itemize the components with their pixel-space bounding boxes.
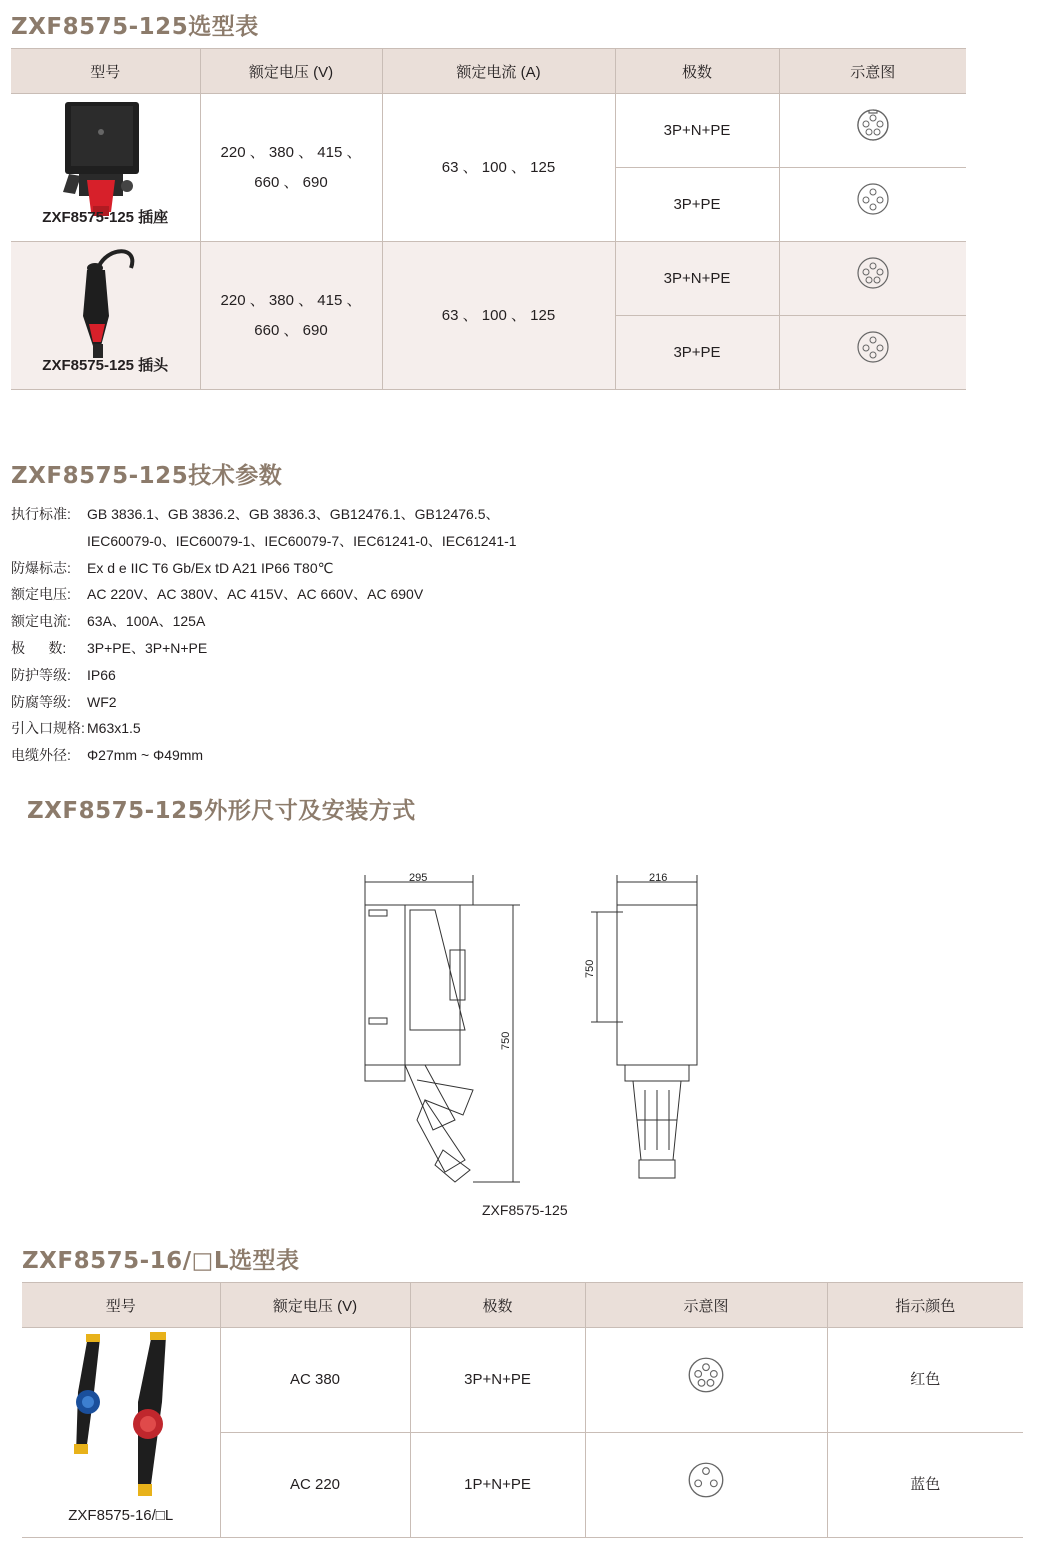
indicator-red: 红色 (827, 1328, 1023, 1433)
five-pin-diagram-icon (856, 108, 890, 142)
plug-current: 63 、 100 、 125 (382, 242, 615, 390)
dim-side-height: 750 (500, 1031, 512, 1050)
header-diagram: 示意图 (779, 49, 966, 94)
header-current: 额定电流 (A) (382, 49, 615, 94)
three-pin-diagram-icon (687, 1461, 725, 1499)
socket-voltage-line1: 220 、 380 、 415 、 (220, 143, 362, 161)
five-pin-diagram-icon (687, 1356, 725, 1394)
indicator-blue: 蓝色 (827, 1433, 1023, 1538)
plug-voltage-line2: 660 、 690 (254, 321, 328, 339)
spec-value: IEC60079-0、IEC60079-1、IEC60079-7、IEC61241-0、IEC61241-1 (87, 532, 517, 549)
plug-pin-diagram-5pin (779, 242, 966, 316)
spec-row (11, 689, 517, 716)
plug-pair-product-image (42, 1332, 202, 1507)
voltage-220: AC 220 (220, 1433, 410, 1538)
socket-voltage (200, 94, 382, 242)
socket-poles-1: 3P+N+PE (615, 94, 779, 168)
header-poles: 极数 (615, 49, 779, 94)
model-16-label: ZXF8575-16/□L (68, 1507, 174, 1524)
diagram-3pin-16 (585, 1433, 827, 1538)
socket-current: 63 、 100 、 125 (382, 94, 615, 242)
plug-pin-diagram-4pin (779, 316, 966, 390)
pin-diagram-4pin (779, 168, 966, 242)
spec-row (11, 555, 517, 582)
dim-front-mount: 750 (584, 959, 596, 978)
section3-title: ZXF8575-125外形尺寸及安装方式 (27, 798, 416, 824)
selection-table-16 (22, 1282, 1023, 1538)
spec-label: 电缆外径: (11, 747, 71, 764)
spec-value: 3P+PE、3P+N+PE (87, 639, 208, 656)
four-pin-diagram-icon (856, 182, 890, 216)
product-socket-cell (11, 94, 200, 242)
voltage-380: AC 380 (220, 1328, 410, 1433)
spec-label: 引入口规格: (11, 720, 85, 737)
tech-specs-list (11, 501, 517, 769)
poles-3pnpe: 3P+N+PE (410, 1328, 585, 1433)
dim-side-width: 295 (409, 872, 428, 884)
dim-front-width: 216 (649, 872, 668, 884)
socket-poles-2: 3P+PE (615, 168, 779, 242)
spec-value: AC 220V、AC 380V、AC 415V、AC 660V、AC 690V (87, 586, 424, 603)
spec-label: 防护等级: (11, 666, 71, 683)
header-diagram: 示意图 (585, 1283, 827, 1328)
spec-value: Φ27mm ~ Φ49mm (87, 747, 204, 764)
spec-label: 额定电流: (11, 613, 71, 630)
diagram-5pin-16 (585, 1328, 827, 1433)
plug-voltage (200, 242, 382, 390)
plug-poles-1: 3P+N+PE (615, 242, 779, 316)
spec-label: 防爆标志: (11, 559, 71, 576)
header-poles: 极数 (410, 1283, 585, 1328)
section2-title: ZXF8575-125技术参数 (11, 463, 283, 489)
plug-poles-2: 3P+PE (615, 316, 779, 390)
socket-model-label: ZXF8575-125 插座 (42, 209, 169, 226)
section1-title: ZXF8575-125选型表 (11, 14, 259, 40)
spec-label: 额定电压: (11, 586, 71, 603)
header-model: 型号 (11, 49, 200, 94)
selection-table-125 (11, 48, 966, 390)
spec-value: 63A、100A、125A (87, 613, 206, 630)
dimension-drawing (355, 860, 735, 1190)
poles-1pnpe: 1P+N+PE (410, 1433, 585, 1538)
spec-label: 极 数: (11, 639, 67, 656)
spec-row (11, 528, 517, 555)
spec-value: Ex d e IIC T6 Gb/Ex tD A21 IP66 T80℃ (87, 559, 334, 576)
header-voltage: 额定电压 (V) (200, 49, 382, 94)
header-model: 型号 (22, 1283, 220, 1328)
plug-model-label: ZXF8575-125 插头 (42, 357, 169, 374)
spec-row (11, 715, 517, 742)
header-indicator-color: 指示颜色 (827, 1283, 1023, 1328)
drawing-caption: ZXF8575-125 (482, 1202, 568, 1218)
spec-value: WF2 (87, 693, 117, 710)
pin-diagram-5pin (779, 94, 966, 168)
spec-row (11, 581, 517, 608)
product-16-cell (22, 1328, 220, 1538)
spec-value: IP66 (87, 666, 116, 683)
spec-row (11, 635, 517, 662)
spec-row (11, 662, 517, 689)
spec-row (11, 608, 517, 635)
product-plug-cell (11, 242, 200, 390)
spec-value: M63x1.5 (87, 720, 141, 737)
five-pin-diagram-icon (856, 256, 890, 290)
spec-label: 执行标准: (11, 506, 71, 522)
spec-label: 防腐等级: (11, 693, 71, 710)
header-voltage: 额定电压 (V) (220, 1283, 410, 1328)
spec-value: GB 3836.1、GB 3836.2、GB 3836.3、GB12476.1、GB12476.5、 (87, 506, 500, 522)
four-pin-diagram-icon (856, 330, 890, 364)
spec-row (11, 742, 517, 769)
plug-product-image (59, 246, 149, 366)
plug-voltage-line1: 220 、 380 、 415 、 (220, 291, 362, 309)
socket-voltage-line2: 660 、 690 (254, 173, 328, 191)
spec-row (11, 501, 517, 528)
section4-title: ZXF8575-16/□L选型表 (22, 1248, 300, 1274)
